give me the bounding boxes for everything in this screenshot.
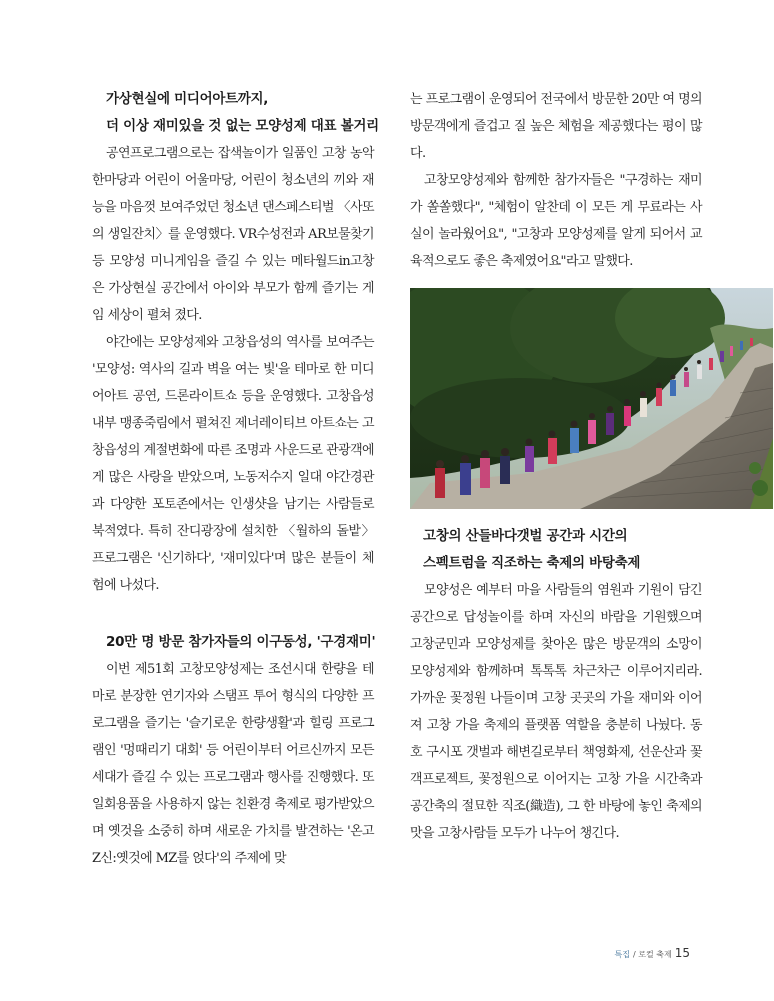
page-number: 15 — [674, 946, 690, 960]
right-column — [410, 86, 702, 847]
body-paragraph: 공연프로그램으로는 잡색놀이가 일품인 고창 농악한마당과 어린이 어울마당, 어린이 청소년의 끼와 재능을 마음껏 보여주었던 청소년 댄스페스티벌 〈사또의 생일잔치〉를 운영했다. VR수성전과 AR보물찾기 등 모양성 미니게임을 즐길 수 있는 메타월드in고창은 가상현실 공간에서 아이와 부모가 함께 즐기는 게임 세상이 펼쳐 졌다. — [92, 146, 374, 323]
section-heading-gochang-spectrum-line2: 스펙트럼을 직조하는 축제의 바탕축제 — [423, 555, 641, 571]
left-column — [92, 86, 379, 872]
body-paragraph: 야간에는 모양성제와 고창읍성의 역사를 보여주는 '모양성: 역사의 길과 벽을 여는 빛'을 테마로 한 미디어아트 공연, 드론라이트쇼 등을 운영했다. 고창읍성 내부 맹종죽림에서 펼쳐진 제너레이티브 아트쇼는 고창읍성의 계절변화에 따른 조명과 사운드로 관광객에게 많은 사랑을 받았으며, 노동저수지 일대 야간경관과 다양한 포토존에서는 인생샷을 남기는 사람들로 북적였다. 특히 잔디광장에 설치한 〈월하의 돌밭〉 프로그램은 '신기하다', '재미있다'며 많은 분들이 체험에 나섰다. — [92, 335, 374, 593]
page-footer — [615, 946, 690, 960]
section-heading-vr-media-art-line2: 더 이상 재미있을 것 없는 모양성제 대표 볼거리 — [106, 118, 379, 134]
footer-subsection-label: / 로컬 축제 — [633, 950, 672, 959]
festival-photo — [410, 288, 773, 509]
footer-section-label: 특집 — [614, 950, 631, 959]
section-heading-vr-media-art-line1: 가상현실에 미디어아트까지, — [106, 91, 269, 107]
body-paragraph-continued: 는 프로그램이 운영되어 전국에서 방문한 20만 여 명의 방문객에게 즐겁고 질 높은 체험을 제공했다는 평이 많다. — [410, 92, 702, 161]
section-heading-gochang-spectrum-line1: 고창의 산들바다갯벌 공간과 시간의 — [423, 528, 628, 544]
photo-fortress-wall-procession-icon — [410, 288, 773, 509]
section-heading-200k-visitors: 20만 명 방문 참가자들의 이구동성, '구경재미' — [106, 634, 376, 650]
body-paragraph: 이번 제51회 고창모양성제는 조선시대 한량을 테마로 분장한 연기자와 스탬프 투어 형식의 다양한 프로그램을 즐기는 '슬기로운 한량생활'과 힐링 프로그램인 '멍때리기 대회' 등 어린이부터 어르신까지 모든 세대가 즐길 수 있는 프로그램과 행사를 진행했다. 또 일회용품을 사용하지 않는 친환경 축제로 평가받았으며 옛것을 소중히 하며 새로운 가치를 발견하는 '온고Z신:옛것에 MZ를 얹다'의 주제에 맞 — [92, 662, 374, 866]
body-paragraph: 모양성은 예부터 마을 사람들의 염원과 기원이 담긴 공간으로 답성놀이를 하며 자신의 바람을 기원했으며 고창군민과 모양성제를 찾아온 많은 방문객의 소망이 모양성제와 함께하며 톡톡톡 차근차근 이루어지리라. 가까운 꽃정원 나들이며 고창 곳곳의 가을 재미와 이어져 고창 가을 축제의 플랫폼 역할을 충분히 나눴다. 동호 구시포 갯벌과 해변길로부터 책영화제, 선운산과 꽃객프로젝트, 꽃정원으로 이어지는 고창 가을 시간축과 공간축의 절묘한 직조(織造), 그 한 바탕에 놓인 축제의 맛을 고창사람들 모두가 나누어 챙긴다. — [410, 583, 702, 841]
body-paragraph: 고창모양성제와 함께한 참가자들은 "구경하는 재미가 쏠쏠했다", "체험이 알찬데 이 모든 게 무료라는 사실이 놀라웠어요", "고창과 모양성제를 알게 되어서 교육적으로도 좋은 축제였어요"라고 말했다. — [410, 173, 702, 269]
